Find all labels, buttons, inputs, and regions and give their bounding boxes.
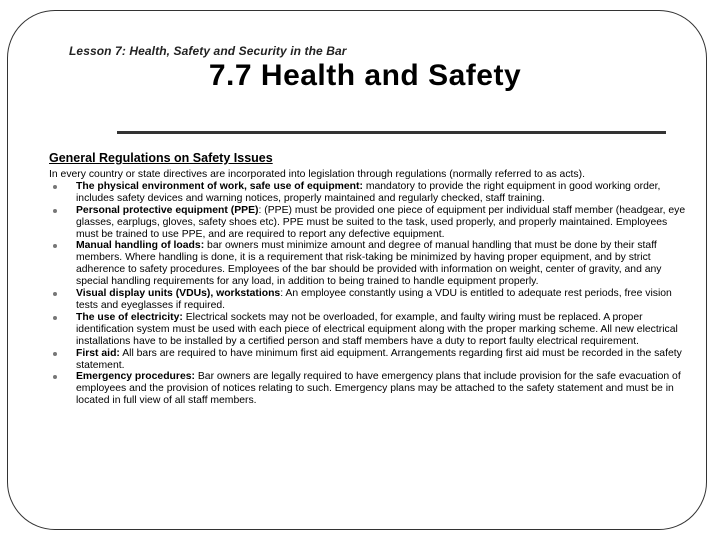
bullet-icon bbox=[53, 352, 57, 356]
item-term: Manual handling of loads: bbox=[76, 240, 205, 252]
item-text: Electrical sockets may not be overloaded, for example, and faulty wiring must be replaced. A proper identification system must be used with each piece of electrical equipment along with the proper marking scheme. All new electrical installations have to be installed by a certified person and staff members have a duty to report faulty electrical requirement. bbox=[76, 311, 678, 347]
section-heading: General Regulations on Safety Issues bbox=[49, 151, 273, 165]
list-item bbox=[49, 205, 689, 241]
list-item bbox=[49, 312, 689, 348]
list-item bbox=[49, 240, 689, 288]
slide-content bbox=[49, 151, 689, 407]
lesson-label: Lesson 7: Health, Safety and Security in the Bar bbox=[69, 44, 347, 58]
bullet-icon bbox=[53, 209, 57, 213]
bullet-icon bbox=[53, 185, 57, 189]
bullet-icon bbox=[53, 244, 57, 248]
list-item bbox=[49, 348, 689, 372]
item-text: mandatory to provide the right equipment in good working order, includes safety devices and warning notices, properly maintained and regularly checked, staff training. bbox=[76, 180, 661, 204]
item-text: All bars are required to have minimum first aid equipment. Arrangements regarding first aid must be recorded in the safety statement. bbox=[76, 347, 682, 371]
item-term: First aid: bbox=[76, 347, 120, 359]
list-item bbox=[49, 181, 689, 205]
item-text: : (PPE) must be provided one piece of equipment per individual staff member (headgear, eye glasses, earplugs, gloves, safety shoes etc). PPE must be suited to the task, used properly, and properly maintained. Employees must be trained to use PPE, and are required to report any defective equipment. bbox=[76, 204, 686, 240]
slide-title: 7.7 Health and Safety bbox=[208, 59, 522, 92]
item-term: The use of electricity: bbox=[76, 311, 183, 323]
item-term: Emergency procedures: bbox=[76, 371, 195, 383]
title-divider bbox=[117, 131, 666, 134]
item-term: The physical environment of work, safe use of equipment: bbox=[76, 180, 363, 192]
item-term: Visual display units (VDUs), workstations bbox=[76, 288, 281, 300]
regulations-list bbox=[49, 181, 689, 407]
list-item bbox=[49, 288, 689, 312]
bullet-icon bbox=[53, 316, 57, 320]
item-text: : An employee constantly using a VDU is entitled to adequate rest periods, free vision tests and eyeglasses if required. bbox=[76, 288, 672, 311]
list-item bbox=[49, 371, 689, 407]
bullet-icon bbox=[53, 292, 57, 296]
intro-paragraph: In every country or state directives are incorporated into legislation through regulations (normally referred to as acts). bbox=[49, 169, 585, 180]
bullet-icon bbox=[53, 375, 57, 379]
item-text: Bar owners are legally required to have emergency plans that include provision for the safe evacuation of employees and the provision of notices relating to such. Emergency plans may be attached to the safety statement and must be in located in full view of all staff members. bbox=[76, 371, 681, 407]
item-text: bar owners must minimize amount and degree of manual handling that must be done by their staff members. Where handling is done, it is a requirement that risk-taking be minimized by having proper equipment, and by strict adherence to safety procedures. Employees of the bar should be provided with information on weight, center of gravity, and any special handling requirements for any load, in addition to being trained to handle equipment properly. bbox=[76, 240, 662, 288]
item-term: Personal protective equipment (PPE) bbox=[76, 204, 259, 216]
